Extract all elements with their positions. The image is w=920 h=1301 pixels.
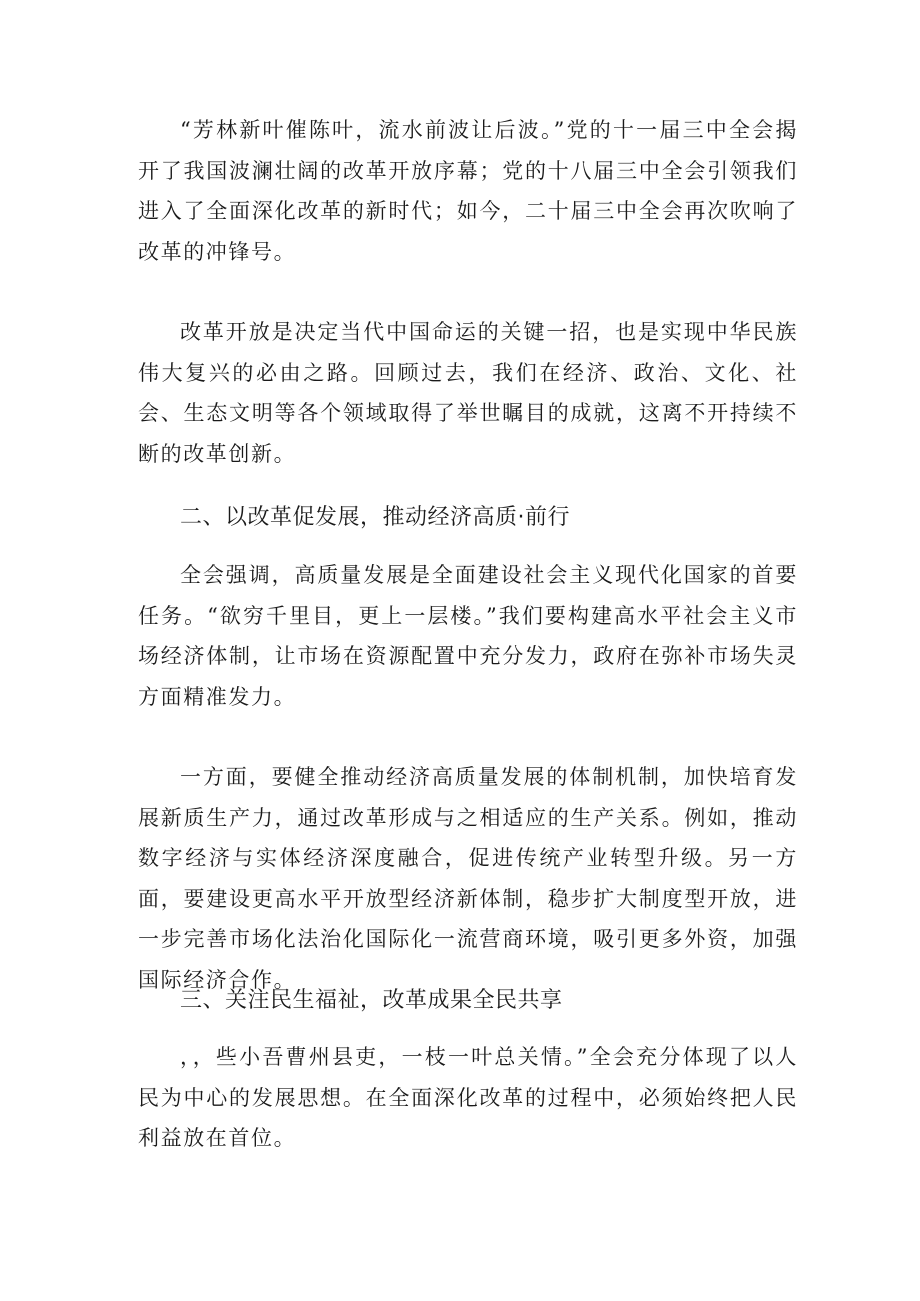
section-2-paragraph-2: 一方面，要健全推动经济高质量发展的体制机制，加快培育发展新质生产力，通过改革形成与之相适应的生产关系。例如，推动数字经济与实体经济深度融合，促进传统产业转型升级。另一方面，要建设更高水平开放型经济新体制，稳步扩大制度型开放，进一步完善市场化法治化国际化一流营商环境，吸引更多外资，加强国际经济合作。 <box>138 765 798 992</box>
section-2-paragraph-1: 全会强调，高质量发展是全面建设社会主义现代化国家的首要任务。“欲穷千里目，更上一层楼。”我们要构建高水平社会主义市场经济体制，让市场在资源配置中充分发力，政府在弥补市场失灵方面精准发力。 <box>138 563 798 709</box>
section-3-heading: 三、关注民生福祉，改革成果全民共享 <box>180 988 563 1013</box>
intro-paragraph-2: 改革开放是决定当代中国命运的关键一招，也是实现中华民族伟大复兴的必由之路。回顾过去，我们在经济、政治、文化、社会、生态文明等各个领域取得了举世瞩目的成就，这离不开持续不断的改革创新。 <box>138 320 798 466</box>
section-3-paragraph-1: ，，些小吾曹州县吏，一枝一叶总关情。”全会充分体现了以人民为中心的发展思想。在全面深化改革的过程中，必须始终把人民利益放在首位。 <box>138 1045 798 1150</box>
intro-paragraph-1: “芳林新叶催陈叶，流水前波让后波。”党的十一届三中全会揭开了我国波澜壮阔的改革开放序幕；党的十八届三中全会引领我们进入了全面深化改革的新时代；如今，二十届三中全会再次吹响了改革的冲锋号。 <box>138 118 798 264</box>
section-2-heading: 二、以改革促发展，推动经济高质·前行 <box>180 505 570 530</box>
